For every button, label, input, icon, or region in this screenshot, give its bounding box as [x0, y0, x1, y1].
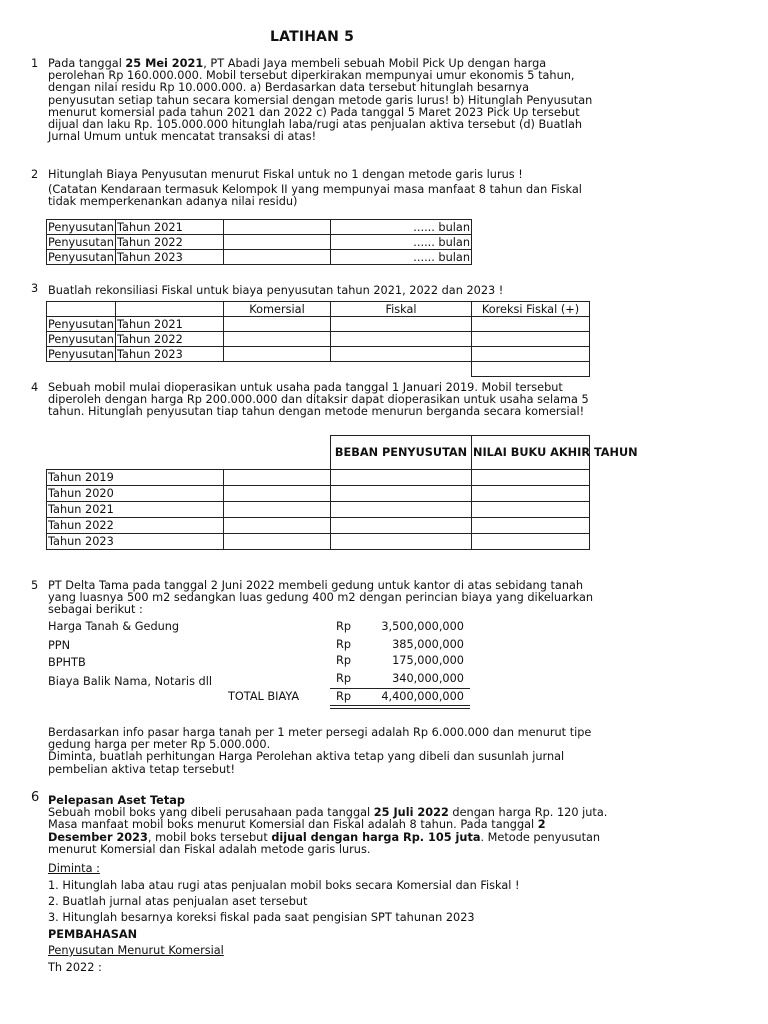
table-cell: Tahun 2019	[47, 470, 224, 486]
table-cell-empty	[224, 534, 331, 550]
table-cell: ...... bulan	[331, 250, 472, 265]
task-item: 1. Hitunglah laba atau rugi atas penjualan mobil boks secara Komersial dan Fiskal !	[48, 879, 520, 892]
table-cell-empty	[331, 518, 472, 534]
cost-label: BPHTB	[48, 656, 86, 669]
q1-line-1: Pada tanggal 25 Mei 2021, PT Abadi Jaya membeli sebuah Mobil Pick Up dengan harga	[48, 57, 547, 70]
double-declining-table	[46, 435, 638, 550]
table-cell-empty	[47, 436, 224, 470]
commercial-depreciation-subheading: Penyusutan Menurut Komersial	[48, 944, 224, 957]
table-header-row	[47, 302, 590, 317]
table-row	[47, 347, 590, 362]
table-cell: Tahun 2023	[116, 250, 224, 265]
table-cell: Tahun 2022	[47, 518, 224, 534]
question-1-text	[48, 58, 592, 143]
table-cell: Tahun 2021	[116, 220, 224, 235]
question-5-instructions	[48, 727, 591, 776]
table-cell-empty	[224, 250, 331, 265]
diminta-label: Diminta :	[48, 862, 100, 875]
table-cell: Tahun 2021	[116, 317, 224, 332]
table-cell-empty	[331, 317, 472, 332]
cost-amount: 3,500,000,000	[381, 620, 464, 633]
question-number-5: 5	[31, 579, 39, 592]
cost-label: Biaya Balik Nama, Notaris dll	[48, 675, 212, 688]
header-beban-penyusutan: BEBAN PENYUSUTAN	[331, 436, 472, 470]
q5-line-3: sebagai berikut :	[48, 603, 143, 617]
table-row	[47, 317, 590, 332]
q1-line-3: dengan nilai residu Rp 10.000.000. a) Berdasarkan data tersebut hitunglah besarnya	[48, 81, 530, 95]
table-cell-empty	[224, 486, 331, 502]
header-komersial: Komersial	[224, 302, 331, 317]
table-cell: Tahun 2021	[47, 502, 224, 518]
table-cell-empty	[472, 317, 590, 332]
cost-amount: 175,000,000	[392, 654, 464, 667]
task-item: 2. Buatlah jurnal atas penjualan aset tersebut	[48, 895, 308, 908]
question-number-1: 1	[31, 57, 39, 70]
table-row	[47, 502, 590, 518]
question-2-text	[48, 169, 582, 209]
question-number-3: 3	[31, 282, 39, 295]
table-cell: Tahun 2023	[116, 347, 224, 362]
table-cell-empty	[331, 486, 472, 502]
table-cell: Tahun 2023	[47, 534, 224, 550]
table-row	[47, 486, 590, 502]
table-cell-empty	[331, 502, 472, 518]
pembahasan-heading: PEMBAHASAN	[48, 928, 138, 941]
table-cell-empty	[472, 332, 590, 347]
q5-para-1: Berdasarkan info pasar harga tanah per 1 meter persegi adalah Rp 6.000.000 dan menurut tipe	[48, 726, 592, 739]
cost-currency: Rp	[336, 654, 352, 667]
table-cell: ...... bulan	[331, 235, 472, 250]
cost-row	[48, 673, 478, 687]
table-cell-empty	[224, 332, 331, 347]
total-line-bottom	[330, 708, 470, 709]
q1-line-5: menurut komersial pada tahun 2021 dan 2022 c) Pada tanggal 5 Maret 2023 Pick Up tersebut	[48, 105, 580, 119]
table-row	[47, 362, 590, 377]
table-cell: Penyusutan	[48, 332, 114, 346]
table-cell-empty	[47, 362, 116, 377]
total-row	[48, 691, 478, 705]
table-cell-empty	[224, 235, 331, 250]
question-6-text	[48, 795, 607, 856]
q6-line-3: Desember 2023, mobil boks tersebut dijual dengan harga Rp. 105 juta. Metode penyusutan	[48, 830, 601, 844]
table-cell-empty	[224, 220, 331, 235]
q2-line-3: tidak memperkenankan adanya nilai residu)	[48, 195, 298, 209]
cost-row	[48, 655, 478, 669]
cost-row	[48, 621, 478, 635]
total-label: TOTAL BIAYA	[228, 690, 300, 703]
question-number-2: 2	[31, 168, 39, 181]
table-cell-empty	[224, 436, 331, 470]
table-row	[47, 518, 590, 534]
table-cell-empty	[47, 302, 116, 317]
table-cell-empty	[224, 317, 331, 332]
q5-line-1: PT Delta Tama pada tanggal 2 Juni 2022 membeli gedung untuk kantor di atas sebidang tanah	[48, 579, 584, 592]
total-line-top	[330, 705, 470, 706]
table-cell-empty	[331, 362, 472, 377]
table-cell: Tahun 2022	[116, 332, 224, 347]
question-4-text	[48, 382, 589, 419]
q5-para-2: gedung harga per meter Rp 5.000.000.	[48, 738, 271, 752]
q5-line-2: yang luasnya 500 m2 sedangkan luas gedung 400 m2 dengan perincian biaya yang dikeluarkan	[48, 591, 594, 605]
table-cell-empty	[331, 534, 472, 550]
fiscal-depreciation-table	[46, 219, 472, 265]
q5-para-4: pembelian aktiva tetap tersebut!	[48, 762, 236, 776]
cost-label: PPN	[48, 639, 71, 652]
table-cell-empty	[224, 502, 331, 518]
table-row	[47, 332, 590, 347]
q1-line-7: Jurnal Umum untuk mencatat transaksi di atas!	[48, 130, 317, 144]
table-row	[47, 220, 472, 235]
q5-para-3: Diminta, buatlah perhitungan Harga Perolehan aktiva tetap yang dibeli dan susunlah jurnal	[48, 750, 565, 764]
table-row	[47, 470, 590, 486]
question-number-4: 4	[31, 381, 39, 394]
table-cell-empty	[331, 332, 472, 347]
question-5-text	[48, 580, 593, 617]
table-cell: Penyusutan	[48, 235, 114, 249]
table-cell-empty	[224, 470, 331, 486]
total-amount: 4,400,000,000	[381, 690, 464, 703]
header-nilai-buku: NILAI BUKU AKHIR TAHUN	[472, 436, 590, 470]
cost-label: Harga Tanah & Gedung	[48, 620, 180, 633]
table-cell-empty	[116, 362, 224, 377]
question-number-6: 6	[31, 790, 40, 805]
table-cell-empty	[472, 470, 590, 486]
q2-line-2: (Catatan Kendaraan termasuk Kelompok II yang mempunyai masa manfaat 8 tahun dan Fiskal	[48, 183, 582, 197]
q6-line-4: menurut Komersial dan Fiskal adalah metode garis lurus.	[48, 842, 371, 856]
table-cell: Tahun 2022	[116, 235, 224, 250]
table-cell-empty	[472, 518, 590, 534]
cost-row	[48, 639, 478, 653]
table-cell: Penyusutan	[48, 250, 114, 264]
table-cell: Penyusutan	[48, 220, 114, 234]
cost-amount: 340,000,000	[392, 672, 464, 685]
header-koreksi-fiskal: Koreksi Fiskal (+)	[472, 302, 590, 317]
table-row	[47, 235, 472, 250]
table-cell: Penyusutan	[48, 347, 114, 361]
table-cell: Tahun 2020	[47, 486, 224, 502]
table-cell-empty	[116, 302, 224, 317]
table-cell-empty	[472, 362, 590, 377]
year-2022-label: Th 2022 :	[48, 961, 102, 974]
cost-currency: Rp	[336, 672, 352, 685]
total-currency: Rp	[336, 690, 352, 703]
q1-line-4: penyusutan setiap tahun secara komersial dengan metode garis lurus! b) Hitunglah Penyusutan	[48, 93, 593, 107]
table-cell-empty	[472, 347, 590, 362]
table-cell-empty	[472, 502, 590, 518]
table-cell-empty	[472, 534, 590, 550]
q1-line-2: perolehan Rp 160.000.000. Mobil tersebut diperkirakan mempunyai umur ekonomis 5 tahun,	[48, 69, 575, 83]
fiscal-reconciliation-table	[46, 301, 590, 377]
header-fiskal: Fiskal	[331, 302, 472, 317]
table-header-row	[47, 436, 590, 470]
cost-currency: Rp	[336, 638, 352, 651]
cost-amount: 385,000,000	[392, 638, 464, 651]
table-cell-empty	[224, 518, 331, 534]
subtotal-line	[330, 688, 470, 689]
table-cell-empty	[472, 486, 590, 502]
question-3-text: Buatlah rekonsiliasi Fiskal untuk biaya penyusutan tahun 2021, 2022 dan 2023 !	[48, 284, 504, 297]
q4-line-2: diperoleh dengan harga Rp 200.000.000 dan ditaksir dapat dioperasikan untuk usaha selama 5	[48, 393, 589, 407]
table-row	[47, 250, 472, 265]
task-item: 3. Hitunglah besarnya koreksi fiskal pada saat pengisian SPT tahunan 2023	[48, 911, 475, 924]
q4-line-1: Sebuah mobil mulai dioperasikan untuk usaha pada tanggal 1 Januari 2019. Mobil tersebut	[48, 381, 563, 394]
table-row	[47, 534, 590, 550]
q4-line-3: tahun. Hitunglah penyusutan tiap tahun dengan metode menurun berganda secara komersial!	[48, 405, 585, 419]
table-cell-empty	[224, 362, 331, 377]
cost-currency: Rp	[336, 620, 352, 633]
page-title: LATIHAN 5	[270, 29, 355, 45]
table-cell-empty	[224, 347, 331, 362]
q1-line-6: dijual dan laku Rp. 105.000.000 hitunglah laba/rugi atas penjualan aktiva tersebut (d) Buatlah	[48, 118, 583, 132]
q6-line-2: Masa manfaat mobil boks menurut Komersial dan Fiskal adalah 8 tahun. Pada tanggal 2	[48, 818, 546, 832]
table-cell: Penyusutan	[48, 317, 114, 331]
q2-line-1: Hitunglah Biaya Penyusutan menurut Fiskal untuk no 1 dengan metode garis lurus !	[48, 168, 523, 181]
table-cell-empty	[331, 470, 472, 486]
q6-heading: Pelepasan Aset Tetap	[48, 794, 185, 807]
table-cell-empty	[331, 347, 472, 362]
table-cell: ...... bulan	[331, 220, 472, 235]
q6-line-1: Sebuah mobil boks yang dibeli perusahaan pada tanggal 25 Juli 2022 dengan harga Rp. 120 juta.	[48, 806, 608, 820]
